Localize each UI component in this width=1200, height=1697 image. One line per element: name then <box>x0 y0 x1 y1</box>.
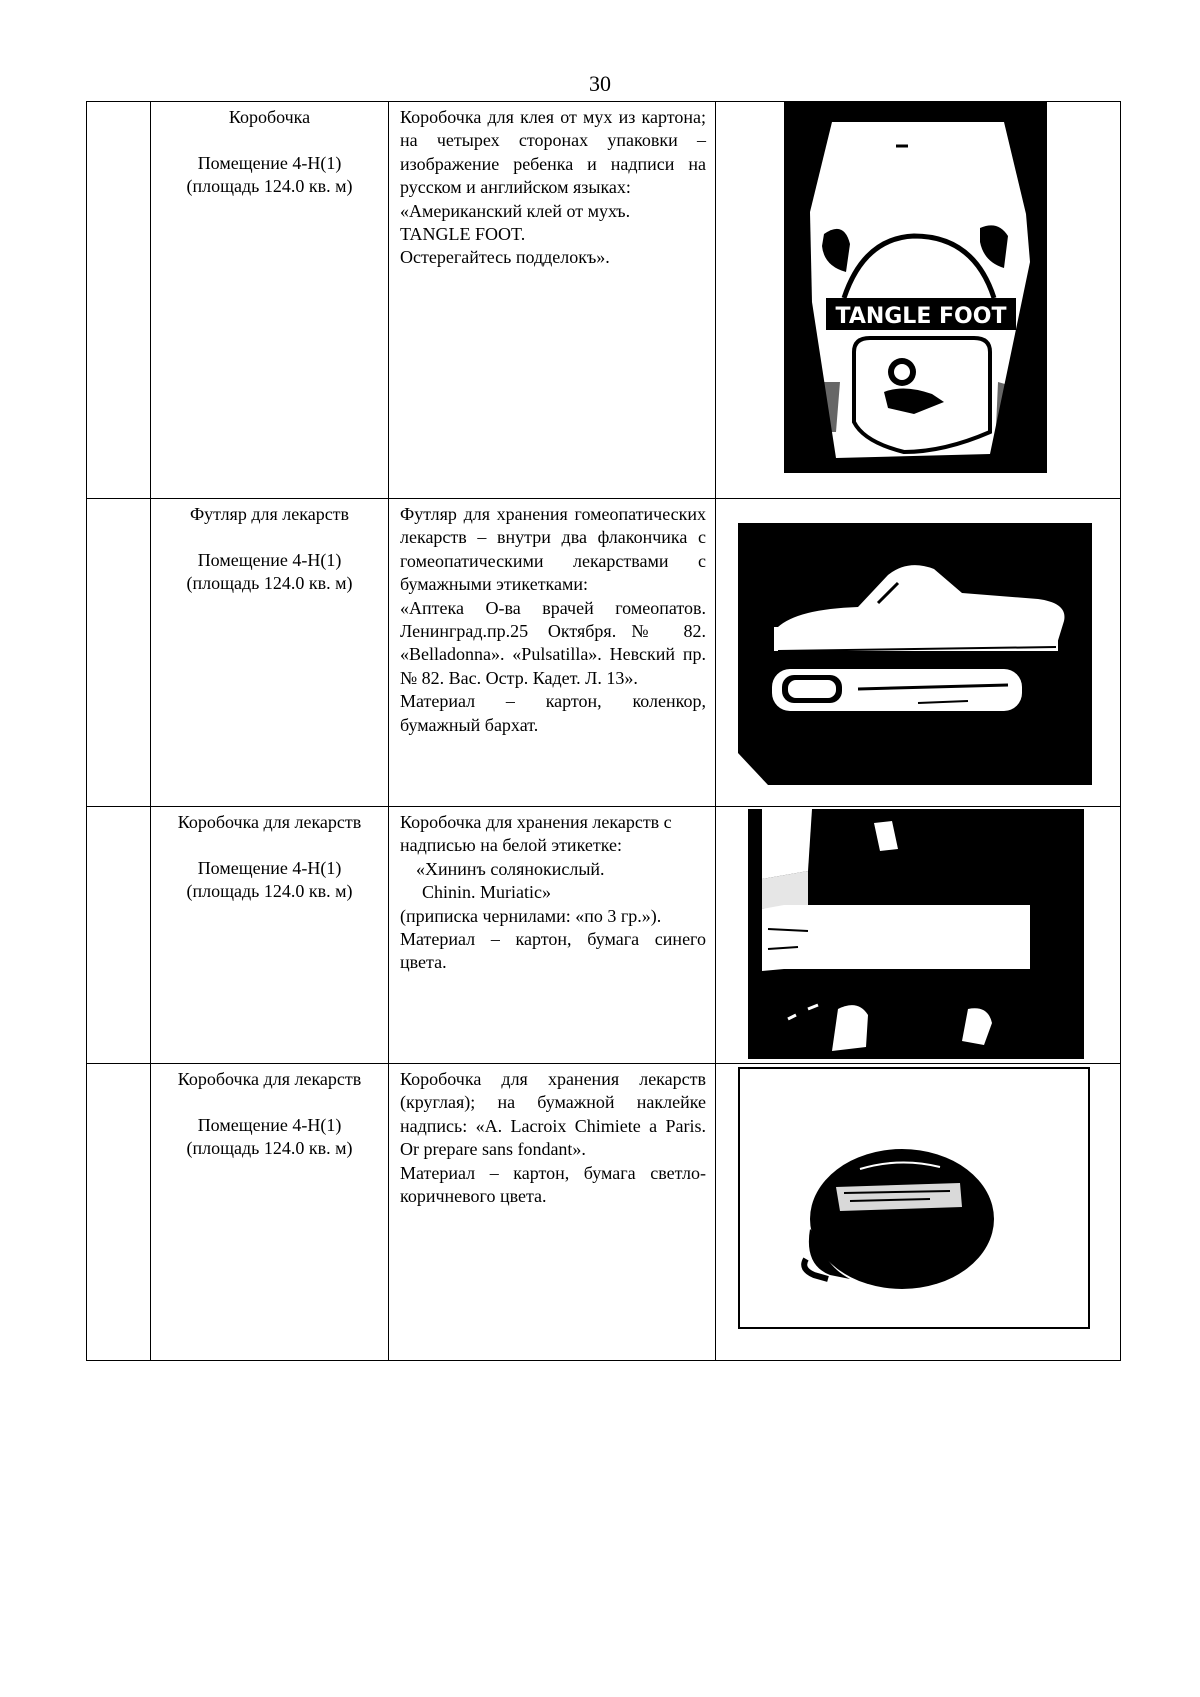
item-area: (площадь 124.0 кв. м) <box>186 176 353 196</box>
table-row <box>87 499 1121 807</box>
item-description-cell <box>389 807 716 1064</box>
description-line: Коробочка для клея от мух из картона; на четырех сторонах упаковки – изображение ребенка и надписи на русском и английском языках: <box>400 107 706 198</box>
fly-glue-box-photo <box>784 102 1047 473</box>
description-line: «Аптека О-ва врачей гомеопатов. Ленинград.пр.25 Октября.№ 82. «Belladonna». «Pulsatilla». Невский пр. № 82. Вас. Остр. Кадет. Л. 13». <box>400 597 706 688</box>
row-number-cell <box>87 807 151 1064</box>
round-box-photo <box>738 1067 1090 1329</box>
description-line: Материал – картон, бумага светло-коричневого цвета. <box>400 1162 706 1207</box>
medicine-case-photo <box>738 523 1092 785</box>
item-title: Футляр для лекарств <box>189 504 350 524</box>
item-photo-cell <box>716 102 1121 499</box>
item-name-cell <box>151 1064 389 1361</box>
item-name-cell <box>151 807 389 1064</box>
row-number-cell <box>87 1064 151 1361</box>
item-room: Помещение 4-Н(1) <box>197 858 342 878</box>
item-room: Помещение 4-Н(1) <box>197 1115 342 1135</box>
description-line: «Хининъ солянокислый. <box>416 858 605 879</box>
table-row <box>87 1064 1121 1361</box>
medicine-box-photo <box>748 809 1084 1059</box>
item-area: (площадь 124.0 кв. м) <box>186 573 353 593</box>
item-photo-cell <box>716 499 1121 807</box>
item-title: Коробочка для лекарств <box>177 1069 362 1089</box>
item-room: Помещение 4-Н(1) <box>197 153 342 173</box>
description-line: Материал – картон, бумага синего цвета. <box>400 929 706 973</box>
box-label: TANGLE FOOT <box>835 304 1007 329</box>
row-number-cell <box>87 499 151 807</box>
row-number-cell <box>87 102 151 499</box>
item-area: (площадь 124.0 кв. м) <box>186 881 353 901</box>
table-row <box>87 102 1121 499</box>
item-photo-cell <box>716 1064 1121 1361</box>
item-photo-cell <box>716 807 1121 1064</box>
item-name-cell <box>151 102 389 499</box>
item-description-cell <box>389 1064 716 1361</box>
item-description-cell <box>389 499 716 807</box>
description-line: «Американский клей от мухъ. <box>400 200 631 221</box>
item-room: Помещение 4-Н(1) <box>197 550 342 570</box>
description-line: Коробочка для хранения лекарств (круглая); на бумажной наклейке надпись: «A. Lacroix Chimiete a Paris. Or prepare sans fondant». <box>400 1069 706 1160</box>
description-line: Коробочка для хранения лекарств с надписью на белой этикетке: <box>400 812 672 856</box>
description-line: Футляр для хранения гомеопатических лекарств – внутри два флакончика с гомеопатическими лекарствами с бумажными этикетками: <box>400 504 706 595</box>
table-row <box>87 807 1121 1064</box>
item-title: Коробочка для лекарств <box>177 812 362 832</box>
description-line: Материал – картон, коленкор, бумажный бархат. <box>400 691 706 735</box>
description-line: Остерегайтесь подделокъ». <box>400 247 610 268</box>
inventory-table <box>86 101 1121 1361</box>
item-area: (площадь 124.0 кв. м) <box>186 1138 353 1158</box>
item-title: Коробочка <box>228 107 311 127</box>
description-line: Chinin. Muriatic» <box>422 882 551 903</box>
item-name-cell <box>151 499 389 807</box>
description-line: (приписка чернилами: «по 3 гр.»). <box>400 905 662 926</box>
item-description-cell <box>389 102 716 499</box>
description-line: TANGLE FOOT. <box>400 224 526 245</box>
page-number: 30 <box>589 71 611 96</box>
